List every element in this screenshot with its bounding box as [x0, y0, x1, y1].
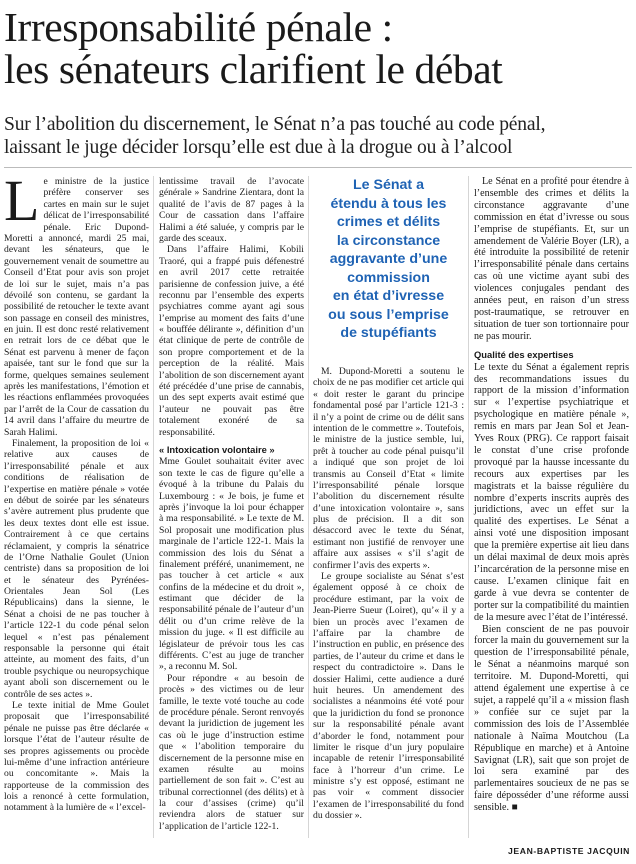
paragraph: Le ministre de la justice préfère conserver ses cartes en main sur le sujet délicat de l’irresponsabilité pénale. Eric Dupond-Moretti a annoncé, mardi 25 mai, devant les sénateurs, que le gouvernement venait de soumettre au Conseil d’Etat pour avis son projet de loi sur le sujet, mais n’a pas dévoilé son contenu, se gardant la possibilité de retoucher le texte avant son passage en conseil des ministres, en juin. Il est donc resté relativement en retrait lors de ce débat que le Sénat est parvenu à mener de façon apaisée, tant sur le fond que sur la forme, quelques semaines seulement après les manifestations, l’émotion et les réactions enflammées provoquées par l’arrêt de la Cour de cassation du 14 avril dans l’affaire du meurtre de Sarah Halimi.: [4, 168, 149, 438]
paragraph: Bien conscient de ne pas pouvoir forcer la main du gouvernement sur la question de l’irresponsabilité pénale, le Sénat a néanmoins marqué son territoire. M. Dupond-Moretti, qui attend également une expertise à ce sujet, a rappelé qu’il a « mission flash » confiée sur ce sujet par la commission des lois de l’Assemblée nationale à Naïma Moutchou (La République en marche) et à Antoine Savignat (LR), sait que son projet de loi sera examiné par des parlementaires soucieux de ne pas se faire déposséder d’une réforme aussi sensible. ■: [474, 623, 629, 814]
headline-line-2: les sénateurs clarifient le débat: [4, 46, 503, 92]
paragraph: Mme Goulet souhaitait éviter avec son texte le cas de figure qu’elle a évoqué à la tribune du Palais du Luxembourg : « Je bois, je fume et après j’invoque la loi pour échapper à ma responsabilité. » Le texte de M. Sol proposait une modification plus marginale de l’article 122-1. Mais la commission des lois du Sénat a finalement préféré, unanimement, ne pas toucher à cet article « aux confins de la médecine et du droit », estimant que décider de la responsabilité pénale de l’auteur d’un délit ou d’un crime relève de la mission du juge. « Il est difficile au législateur de prévoir tous les cas différents. C’est au juge de trancher », a reconnu M. Sol.: [159, 456, 304, 673]
paragraph: lentissime travail de l’avocate générale » Sandrine Zientara, dont la qualité de l’avis de 87 pages à la Cour de cassation dans l’affaire Halimi a été saluée, y compris par le garde des sceaux.: [159, 176, 304, 244]
paragraph: Finalement, la proposition de loi « relative aux causes de l’irresponsabilité pénale et aux conditions de réalisation de l’expertise en matière pénale » votée en début de soirée par les sénateurs s’avère autrement plus prudente que les deux textes dont elle est issue. Contrairement à ce que certains réclamaient, y compris la sénatrice de l’Orne Nathalie Goulet (Union centriste) dans sa proposition de loi et le sénateur des Pyrénées-Orientales Jean Sol (Les Républicains) dans la sienne, le Sénat a choisi de ne pas toucher à l’article 122-1 du code pénal selon lequel « n’est pas pénalement responsable la personne qui était atteinte, au moment des faits, d’un trouble psychique ou neuropsychique ayant aboli son discernement ou le contrôle de ses actes ».: [4, 437, 149, 700]
paragraph: Le Sénat en a profité pour étendre à l’ensemble des crimes et délits la circonstance aggravante d’une commission en état d’ivresse ou sous l’emprise de stupéfiants. Et, sur un amendement de Valérie Boyer (LR), a été introduite la possibilité de retenir l’irresponsabilité pénale dans certains cas où une victime ayant subi des violences conjugales pendant des années peut, en raison d’un stress post-traumatique, se retrouver en situation de tuer son tortionnaire pour ne pas mourir.: [474, 176, 629, 342]
column-divider-1: [153, 176, 154, 838]
pull-quote: Le Sénat a étendu à tous les crimes et délits la circonstance aggravante d’une commission en état d’ivresse ou sous l’emprise de stupéfiants: [328, 177, 449, 341]
paragraph: M. Dupond-Moretti a soutenu le choix de ne pas modifier cet article qui « doit rester le garant du principe fondamental posé par l’article 121-3 : il n’y a point de crime ou de délit sans intention de le commettre ». Toutefois, le ministre de la justice semble, lui, prêt à toucher au code pénal puisqu’il a indiqué que son projet de loi transmis au Conseil d’Etat « limite l’irresponsabilité pénale lorsque l’abolition du discernement résulte d’une intoxication volontaire », sans plus de précision. Il a dit son désaccord avec le texte du Sénat, estimant non justifié de renvoyer une affaire aux assises « s’il s’agit de confirmer l’avis des experts ».: [313, 366, 464, 571]
headline-line-1: Irresponsabilité pénale :: [4, 4, 393, 50]
drop-cap: L: [4, 168, 40, 233]
standfirst-line-1: Sur l’abolition du discernement, le Sénat n’a pas touché au code pénal,: [4, 114, 546, 135]
standfirst-line-2: laissant le juge décider lorsqu’elle est due à la drogue ou à l’alcool: [4, 137, 513, 158]
header-divider: [4, 167, 632, 168]
paragraph: Dans l’affaire Halimi, Kobili Traoré, qui a frappé puis défenestré en avril 2017 cette retraitée parisienne de confession juive, a été reconnu par l’ensemble des experts psychiatres comme ayant agi sous l’emprise au moment des faits d’une « bouffée délirante », définition d’un état clinique de perte de contrôle de son propre comportement et de la perception de la réalité. Mais l’abolition de son discernement ayant été précédée d’une prise de cannabis, un des sept experts avait estimé que l’auteur ne pouvait pas être totalement exonéré de sa responsabilité.: [159, 244, 304, 438]
standfirst: [4, 113, 632, 159]
headline: [4, 6, 632, 90]
column-divider-3: [468, 176, 469, 838]
paragraph: Le texte du Sénat a également repris des recommandations issues du rapport de la mission d’information sur « l’expertise psychiatrique et psychologique en matière pénale », remis en mars par Jean Sol et Jean-Yves Roux (PRG). Ce rapport faisait le constat d’une crise profonde provoqué par la hausse incessante du recours aux expertises par les magistrats et la baisse régulière du nombre d’experts inscrits auprès des juridictions, avec un effet sur la qualité des expertises. Le Sénat a ainsi voté une disposition imposant que la première expertise ait lieu dans un délai maximal de deux mois après l’incarcération de la personne mise en cause. L’examen clinique fait en garde à vue devra se contenter de porter sur la compatibilité du maintien de la mesure avec l’état de l’intéressé.: [474, 361, 630, 623]
article-column-3: [313, 366, 464, 822]
byline: JEAN-BAPTISTE JACQUIN: [508, 846, 630, 856]
article-column-1: [4, 168, 149, 814]
paragraph: Le texte initial de Mme Goulet proposait que l’irresponsabilité pénale ne puisse pas être déclarée « lorsque l’état de l’auteur résulte de ses propres agissements ou procède lui-même d’une infraction antérieure ou concomitante ». Mais la rapporteuse de la commission des lois a renoncé à cette formulation, notamment à la lumière de « l’excel-: [4, 699, 149, 814]
column-divider-2: [308, 176, 309, 838]
paragraph: Pour répondre « au besoin de procès » des victimes ou de leur famille, le texte voté touche au code de procédure pénale. Seront renvoyés devant la juridiction de jugement les cas où le juge d’instruction estime que « l’abolition temporaire du discernement de la personne mise en examen résulte au moins partiellement de son fait ». C’est au tribunal correctionnel (des délits) et à la cour d’assises (crime) qu’il reviendra alors de statuer sur l’application de l’article 122-1.: [159, 672, 304, 832]
article-column-2: [159, 176, 304, 832]
article-column-4: [474, 176, 629, 814]
subheading: Qualité des expertises: [474, 348, 574, 360]
paragraph: Le groupe socialiste au Sénat s’est également opposé à ce choix de procédure estimant, par la voix de Jean-Pierre Sueur (Loiret), qu’« il y a bien un procès avec l’examen de l’affaire par la chambre de l’instruction en public, en présence des parties, de l’auteur du crime et dans le respect du contradictoire ». Dans le dossier Halimi, cette audience a duré huit heures. Un amendement des socialistes a néanmoins été voté pour que la juridiction du fond se prononce sur la responsabilité pénale avant d’aborder le fond, notamment pour limiter le risque d’un jury populaire incapable de retenir l’irresponsabilité face à l’horreur d’un crime. Le ministre s’y est opposé, estimant ne pas voir « comment dissocier l’examen de l’irresponsabilité du fond du dossier ».: [313, 571, 464, 822]
subheading: « Intoxication volontaire »: [159, 443, 275, 455]
